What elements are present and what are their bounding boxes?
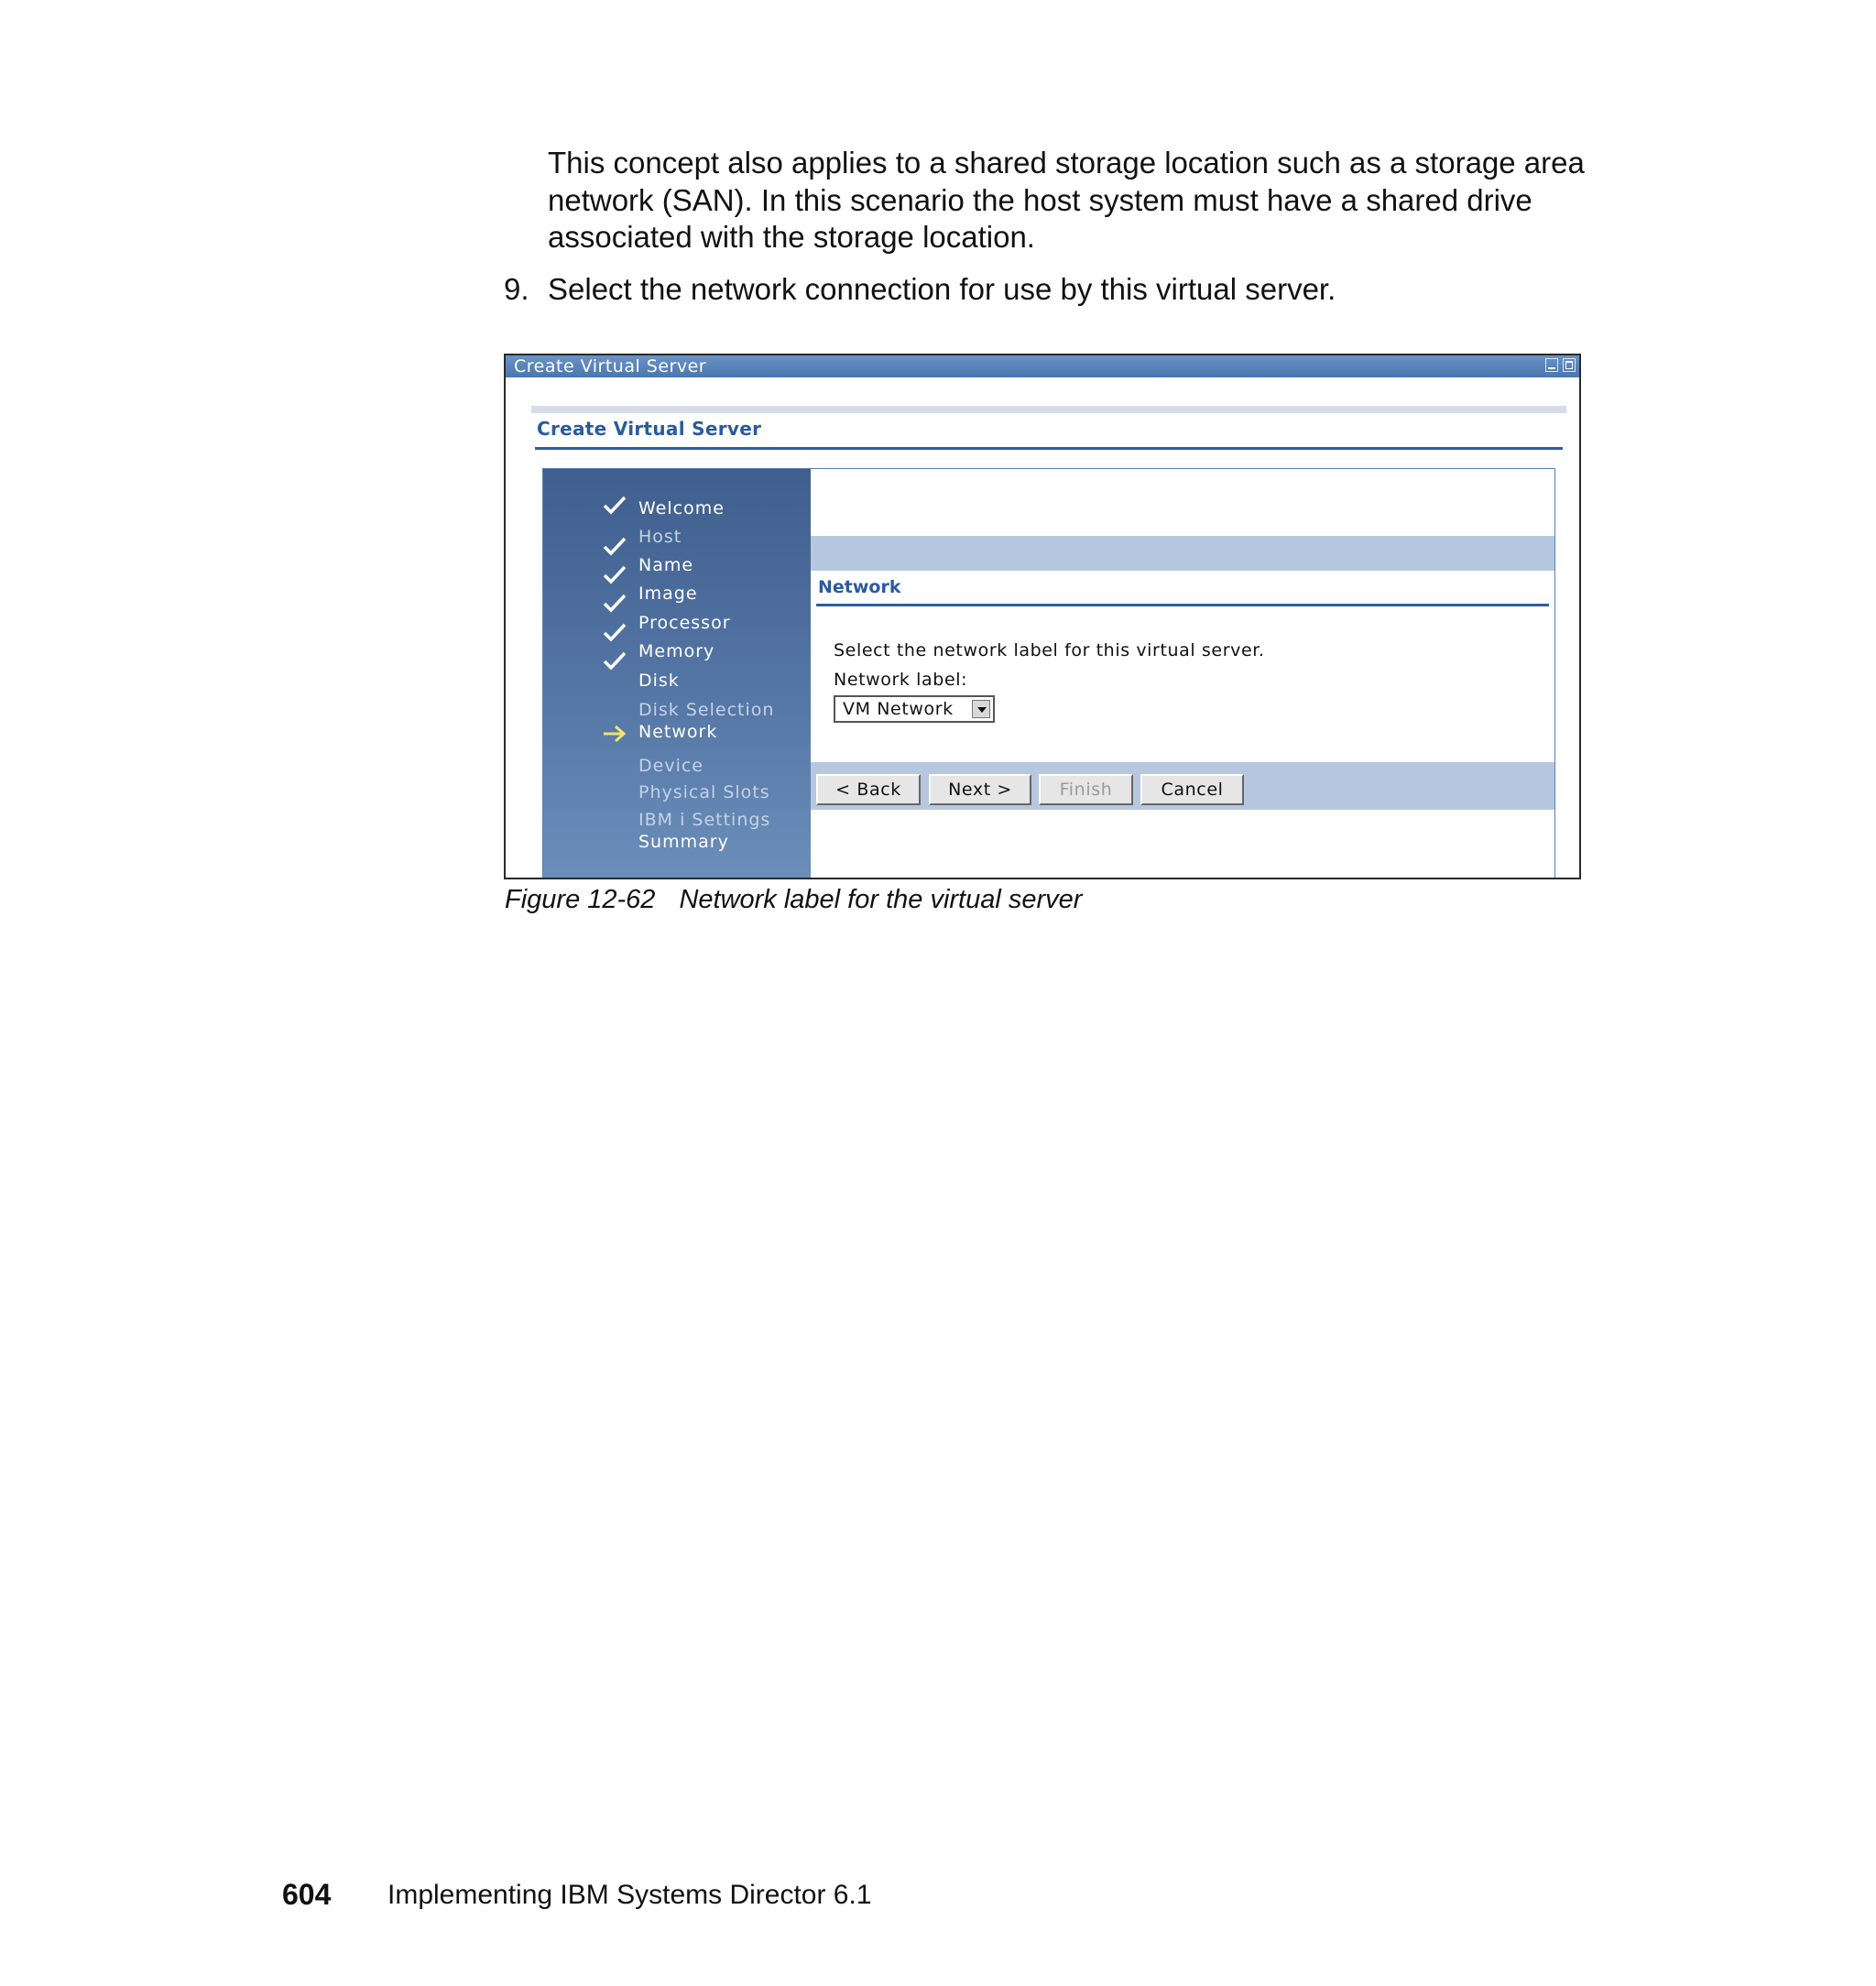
step-memory[interactable]: Memory xyxy=(638,641,715,661)
figure-caption-label: Figure 12-62 xyxy=(505,885,656,914)
create-virtual-server-window xyxy=(504,354,1581,879)
wizard-main-panel xyxy=(811,469,1554,879)
checkmark-icon xyxy=(602,564,627,586)
current-step-arrow-icon xyxy=(602,723,627,745)
step-text: Select the network connection for use by this virtual server. xyxy=(548,272,1336,306)
checkmark-icon xyxy=(602,622,627,644)
back-button[interactable]: < Back xyxy=(816,774,921,805)
figure-caption xyxy=(505,885,1082,915)
wizard-frame xyxy=(542,468,1555,879)
step-disk-selection[interactable]: Disk Selection xyxy=(638,700,775,720)
maximize-icon[interactable] xyxy=(1563,358,1576,372)
next-button[interactable]: Next > xyxy=(929,774,1031,805)
step-welcome[interactable]: Welcome xyxy=(638,498,725,518)
wizard-steps-panel xyxy=(543,469,811,879)
figure-caption-text: Network label for the virtual server xyxy=(679,885,1083,914)
step-processor[interactable]: Processor xyxy=(638,613,731,633)
step-summary[interactable]: Summary xyxy=(638,832,729,852)
body-paragraph: This concept also applies to a shared storage location such as a storage area network (SAN). In this scenario the host system must have a shared drive associated with the storage location. xyxy=(548,146,1585,254)
header-band xyxy=(811,536,1554,571)
step-network[interactable]: Network xyxy=(638,722,718,742)
wizard-title-rule xyxy=(535,447,1563,450)
step-host[interactable]: Host xyxy=(638,527,682,547)
window-titlebar[interactable] xyxy=(506,355,1579,377)
finish-button[interactable]: Finish xyxy=(1039,774,1133,805)
network-label-field-label: Network label: xyxy=(834,670,968,690)
checkmark-icon xyxy=(602,650,627,672)
step-name[interactable]: Name xyxy=(638,555,694,575)
step-image[interactable]: Image xyxy=(638,584,698,604)
section-title: Network xyxy=(818,577,901,597)
window-title: Create Virtual Server xyxy=(514,356,707,376)
network-label-value: VM Network xyxy=(843,699,954,719)
chevron-down-icon[interactable] xyxy=(972,700,990,718)
checkmark-icon xyxy=(602,495,627,517)
book-title: Implementing IBM Systems Director 6.1 xyxy=(387,1880,872,1910)
instruction-text: Select the network label for this virtual server. xyxy=(834,640,1265,660)
wizard-title: Create Virtual Server xyxy=(537,418,762,440)
minimize-icon[interactable] xyxy=(1545,358,1558,372)
header-strip xyxy=(531,406,1566,413)
step-device[interactable]: Device xyxy=(638,756,704,776)
step-physical-slots[interactable]: Physical Slots xyxy=(638,782,770,802)
step-instruction xyxy=(504,271,1603,308)
step-ibm-i-settings[interactable]: IBM i Settings xyxy=(638,810,771,830)
step-disk[interactable]: Disk xyxy=(638,671,680,691)
network-label-select[interactable] xyxy=(834,695,995,723)
checkmark-icon xyxy=(602,593,627,615)
step-number: 9. xyxy=(504,272,529,306)
cancel-button[interactable]: Cancel xyxy=(1140,774,1244,805)
section-rule xyxy=(816,604,1549,606)
page-number: 604 xyxy=(282,1878,332,1911)
checkmark-icon xyxy=(602,536,627,558)
